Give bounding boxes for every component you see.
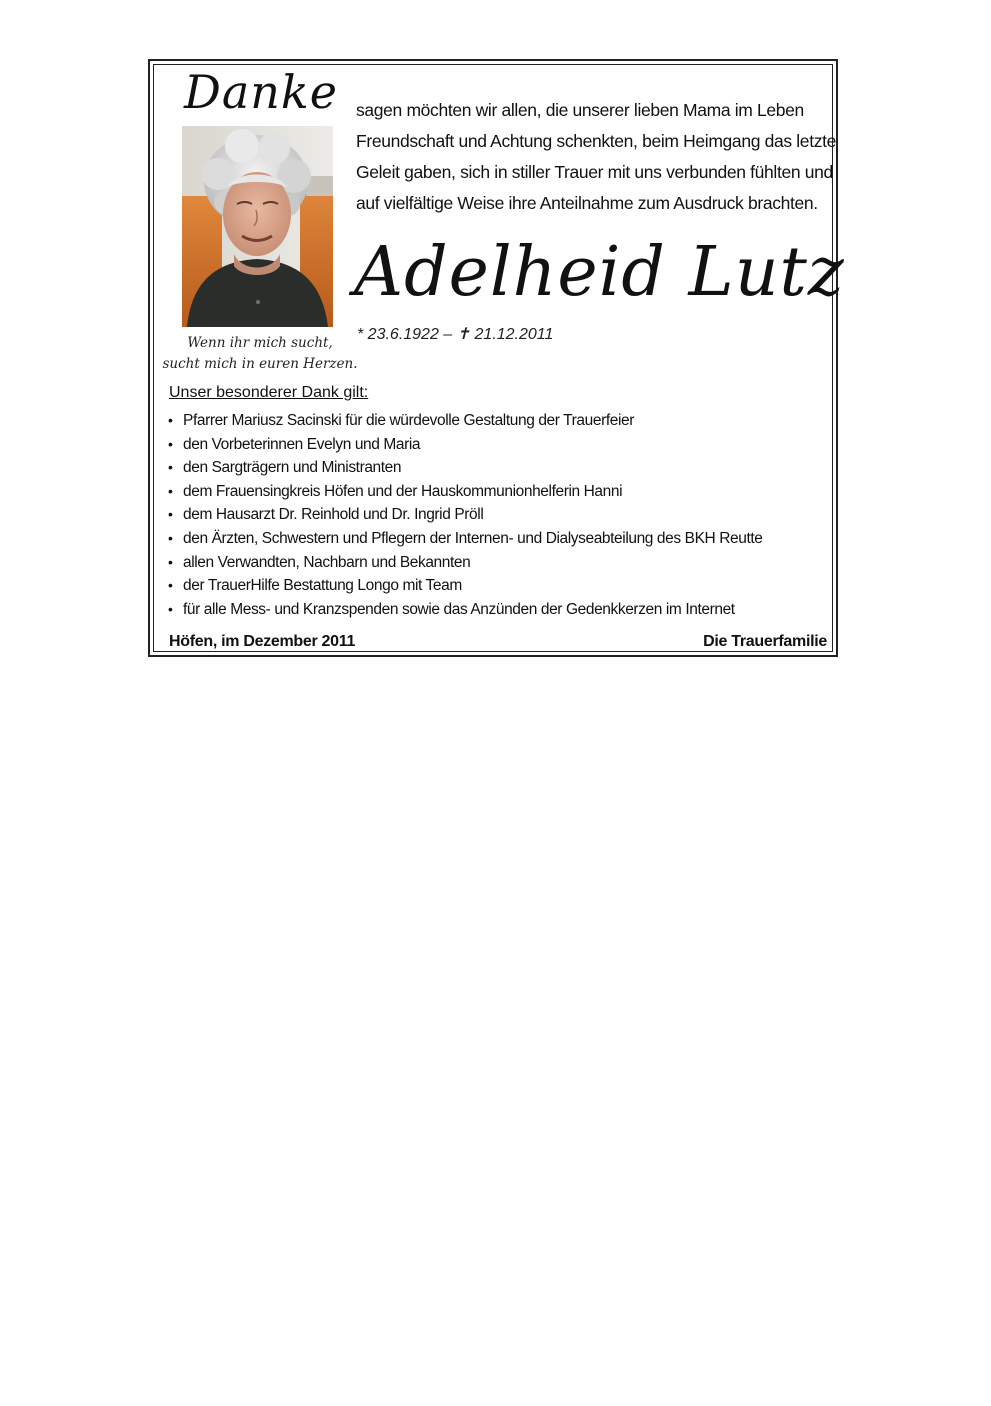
bullet-icon: • <box>168 482 173 499</box>
life-dates: * 23.6.1922 – ✝ 21.12.2011 <box>357 326 554 343</box>
list-item: • der TrauerHilfe Bestattung Longo mit Team <box>168 574 828 598</box>
quote-line-1: Wenn ihr mich sucht, <box>187 335 333 351</box>
bullet-icon: • <box>168 600 173 617</box>
signature: Die Trauerfamilie <box>703 633 827 650</box>
list-item: • allen Verwandten, Nachbarn und Bekannten <box>168 551 828 575</box>
card-inner-border <box>153 64 845 652</box>
bullet-icon: • <box>168 506 173 523</box>
bullet-icon: • <box>168 459 173 476</box>
list-item: • dem Hausarzt Dr. Reinhold und Dr. Ingrid Pröll <box>168 503 828 527</box>
bullet-icon: • <box>168 553 173 570</box>
thanks-list <box>168 409 828 621</box>
thanks-heading: Unser besonderer Dank gilt: <box>169 384 369 401</box>
bullet-icon: • <box>168 435 173 452</box>
list-item: • dem Frauensingkreis Höfen und der Hauskommunionhelferin Hanni <box>168 480 828 504</box>
list-item: • den Sargträgern und Ministranten <box>168 456 828 480</box>
list-item: • den Vorbeterinnen Evelyn und Maria <box>168 433 828 457</box>
danke-heading: Danke <box>184 65 339 119</box>
portrait-photo <box>182 126 333 327</box>
list-item: • für alle Mess- und Kranzspenden sowie das Anzünden der Gedenkkerzen im Internet <box>168 598 828 622</box>
obituary-card <box>148 59 845 657</box>
quote-line-2: sucht mich in euren Herzen. <box>162 356 358 372</box>
deceased-name: Adelheid Lutz <box>354 233 845 312</box>
bullet-icon: • <box>168 577 173 594</box>
bullet-icon: • <box>168 529 173 546</box>
intro-text: sagen möchten wir allen, die unserer lieben Mama im Leben Freundschaft und Achtung schenkten, beim Heimgang das letzte Geleit gaben, sich in stiller Trauer mit uns verbunden fühlten und auf vielfältige Weise ihre Anteilnahme zum Ausdruck brachten. <box>356 100 836 213</box>
list-item: • den Ärzten, Schwestern und Pflegern der Internen- und Dialyseabteilung des BKH Reutte <box>168 527 828 551</box>
memorial-quote <box>160 333 360 375</box>
bullet-icon: • <box>168 412 173 428</box>
list-item: • Pfarrer Mariusz Sacinski für die würdevolle Gestaltung der Trauerfeier <box>168 409 828 433</box>
place-date: Höfen, im Dezember 2011 <box>169 633 356 650</box>
